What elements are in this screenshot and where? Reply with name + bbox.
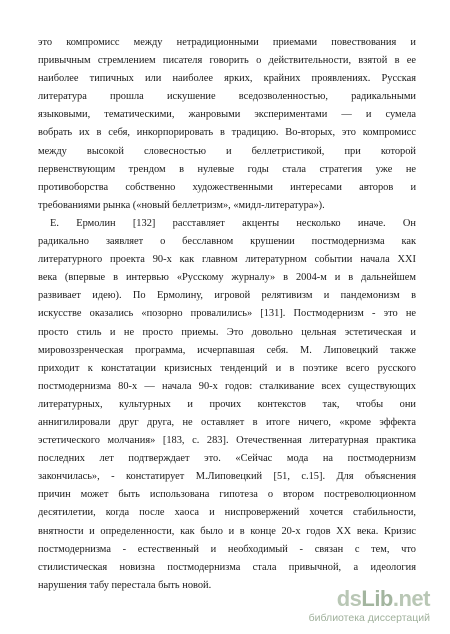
text-line: причин может быть использована гипотеза о втором постреволюционном (38, 489, 416, 501)
text-line: десятилетии, когда после хаоса и ниспровержений хочется стабильности, (38, 507, 416, 519)
text-line: литературного проекта 90-х как главном литературном событии начала XXI (38, 254, 416, 266)
text-line: аннигилировали друг друга, не оставляет в итоге ничего, «кроме эффекта (38, 416, 416, 428)
text-line: нарушения табу перестала быть новой. (38, 579, 212, 591)
text-line: наиболее типичных или наиболее ярких, крайних проявлениях. Русская (38, 73, 416, 85)
text-line: мировоззренческая программа, исчерпавшая себя. М. Липовецкий также (38, 344, 416, 356)
text-line: требованиями рынка («новый беллетризм», «мидл-литература»). (38, 199, 325, 211)
text-line: последних лет подтверждает это. «Сейчас мода на постмодернизм (38, 453, 416, 465)
text-line: эстетического молчания» [183, с. 283]. Отечественная литературная практика (38, 435, 416, 447)
text-line: постмодернизма 80-х — начала 90-х годов: сталкивание всех существующих (38, 380, 416, 392)
text-line: развивает идею). По Ермолину, игровой релятивизм и пандемонизм в (38, 290, 416, 302)
logo-text-ds: ds (336, 586, 362, 611)
text-line: постмодернизма - естественный и необходимый - связан с тем, что (38, 543, 416, 555)
logo-text-net: .net (392, 586, 430, 611)
text-line: Е. Ермолин [132] расставляет акценты несколько иначе. Он (50, 217, 416, 229)
text-line: века (впервые в интервью «Русскому журналу» в 2004-м и в дальнейшем (38, 272, 416, 284)
paragraph-1 (38, 34, 416, 215)
text-line: вобрать их в себя, инкорпорировать в традицию. Во-вторых, это компромисс (38, 127, 416, 139)
text-line: внятности и определенности, как было и в конце 20-х годов XX века. Кризис (38, 525, 416, 537)
paragraph-2 (38, 215, 416, 595)
text-line: противоборства собственно художественными интересами авторов и (38, 181, 416, 193)
text-line: стилистическая новизна постмодернизма стала привычной, а идеология (38, 561, 416, 573)
text-line: закончилась», - констатирует М.Липовецкий [51, с.15]. Для объяснения (38, 471, 416, 483)
text-line: радикально заявляет о бесславном крушении постмодернизма как (38, 236, 416, 248)
dslib-logo (337, 586, 430, 612)
text-line: литературных, культурных и прочих контекстов так, чтобы они (38, 398, 416, 410)
text-line: языковыми, тематическими, жанровыми экспериментами — и сумела (38, 109, 416, 121)
document-page (38, 34, 416, 595)
text-line: это компромисс между нетрадиционными приемами повествования и (38, 37, 416, 48)
text-line: приходит к констатации кризисных тенденций и в поэтике всего русского (38, 362, 416, 374)
text-line: между высокой словесностью и беллетристикой, при которой (38, 145, 416, 157)
watermark (302, 586, 434, 626)
logo-text-lib: Lib (361, 586, 393, 611)
text-line: искусстве оказались «позорно провалились» [131]. Постмодернизм - это не (38, 308, 416, 320)
text-line: привычным стремлением писателя говорить о действительности, взятой в ее (38, 55, 416, 67)
watermark-subtitle: библиотека диссертаций (308, 612, 430, 624)
text-line: литература прошла искушение вседозволенностью, радикальными (38, 91, 416, 103)
text-line: первенствующим трендом в нулевые годы стала стратегия уже не (38, 163, 416, 175)
text-line: просто стиль и не просто приемы. Это довольно цельная эстетическая и (38, 326, 416, 338)
